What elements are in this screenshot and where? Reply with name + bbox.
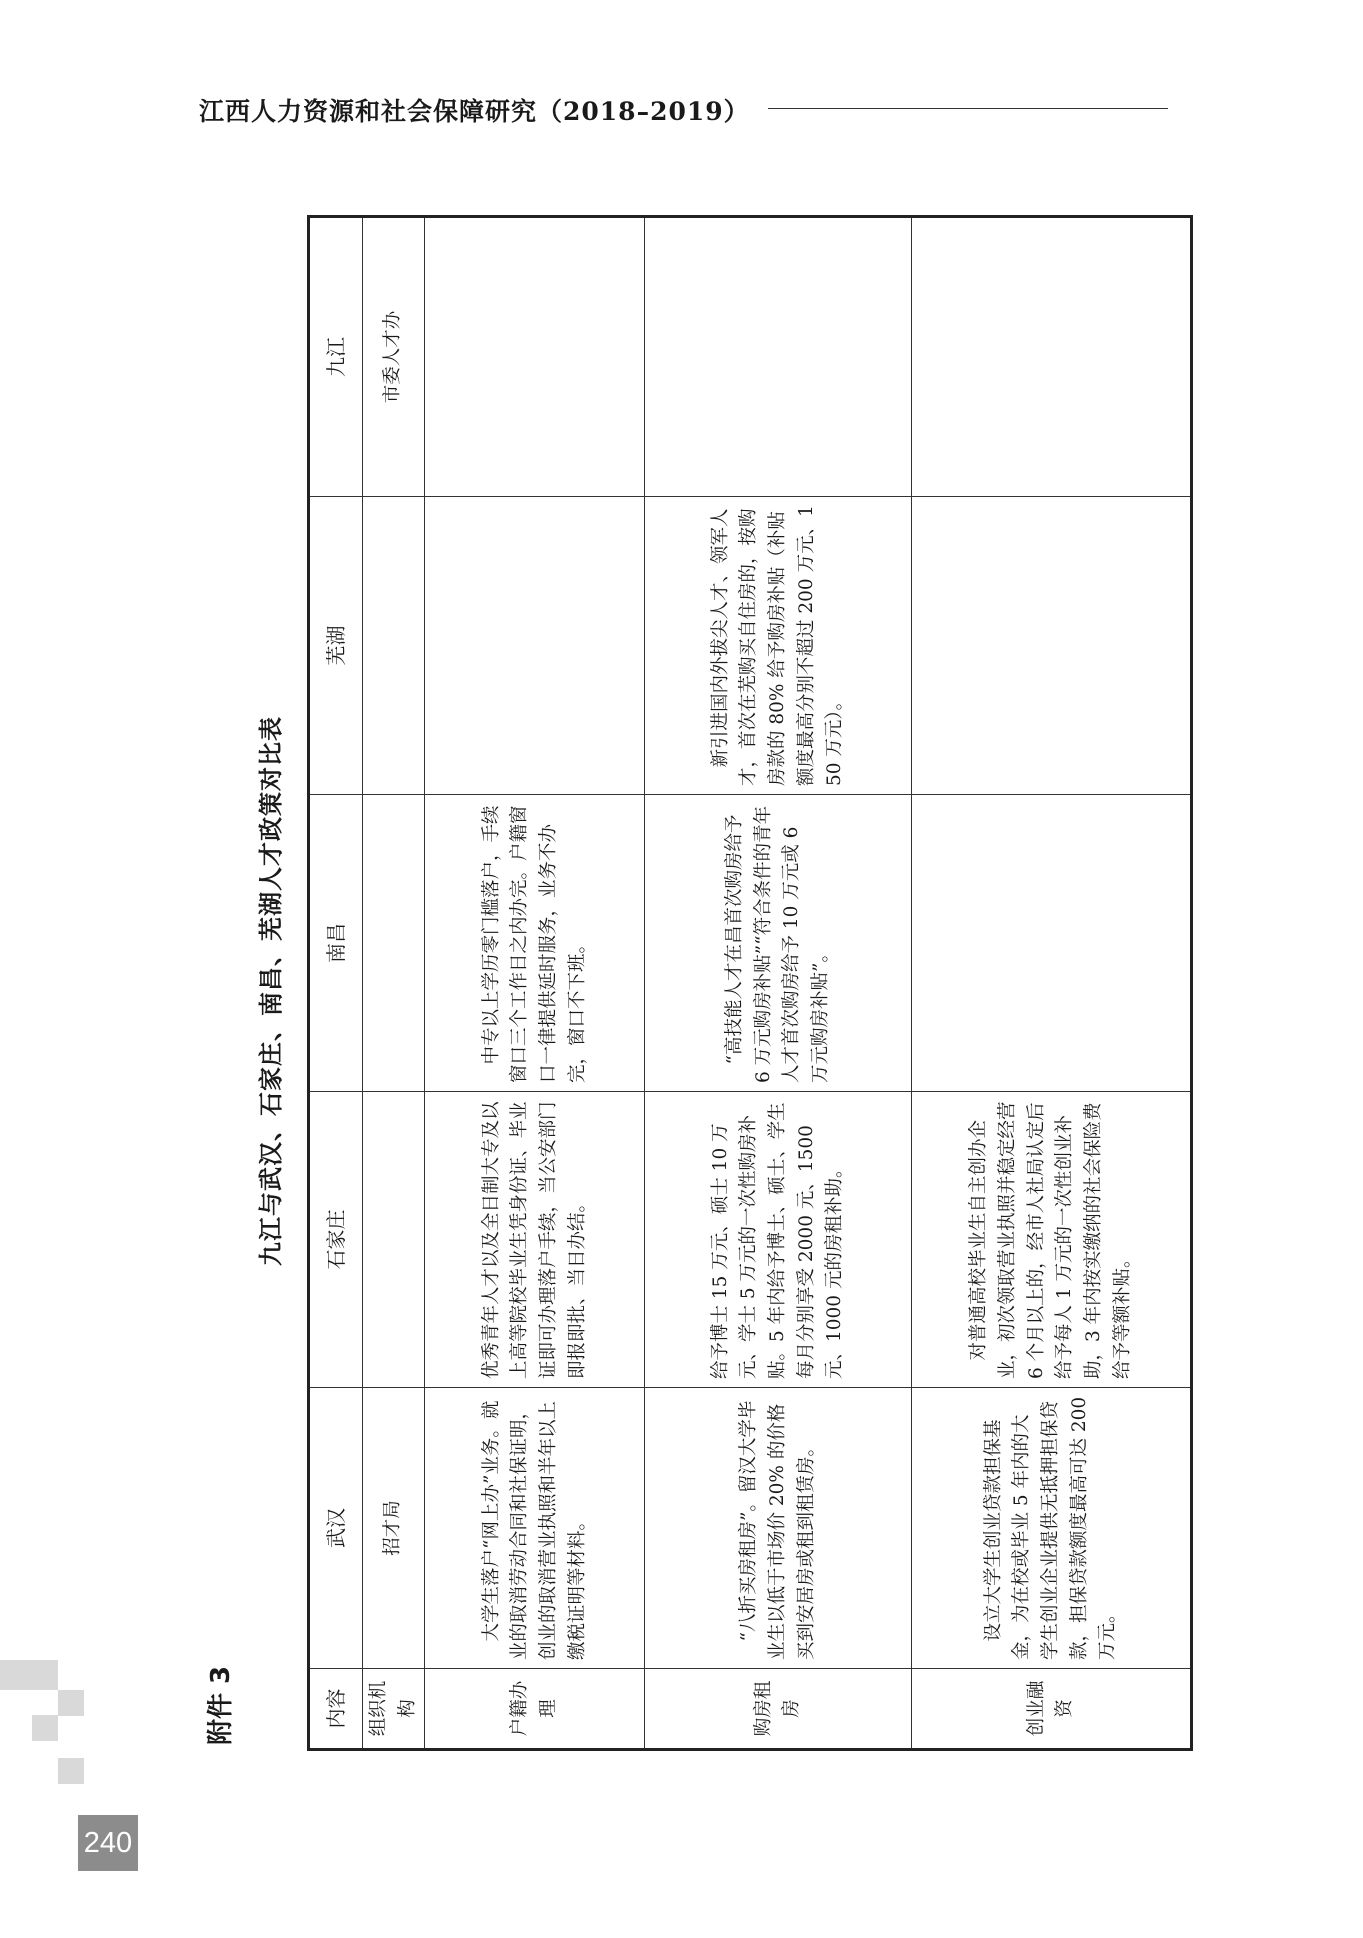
header-cell-content: 内容 bbox=[309, 1669, 363, 1750]
header-cell-wuhan: 武汉 bbox=[309, 1388, 363, 1669]
cell-shijiazhuang: 优秀青年人才以及全日制大专及以上高等院校毕业生凭身份证、毕业证即可办理落户手续，当公安部门即报即批、当日办结。 bbox=[425, 1092, 645, 1388]
cell-wuhan: “八折买房租房”。留汉大学毕业生以低于市场价 20% 的价格买到安居房或租到租赁房。 bbox=[645, 1388, 912, 1669]
cell-wuhu bbox=[363, 497, 425, 795]
decorative-block bbox=[58, 1758, 84, 1784]
table-row bbox=[645, 217, 912, 1750]
rotated-table-area bbox=[195, 217, 1133, 1765]
table-row-organization bbox=[363, 217, 425, 1750]
cell-jiujiang bbox=[425, 217, 645, 497]
cell-wuhan: 设立大学生创业贷款担保基金，为在校或毕业 5 年内的大学生创业企业提供无抵押担保贷款，担保贷款额度最高可达 200 万元。 bbox=[912, 1388, 1192, 1669]
running-header: 江西人力资源和社会保障研究（2018–2019） bbox=[199, 97, 750, 126]
cell-shijiazhuang: 给予博士 15 万元、硕士 10 万元、学士 5 万元的一次性购房补贴。5 年内给予博士、硕士、学生每月分别享受 2000 元、1500 元、1000 元的房租补助。 bbox=[645, 1092, 912, 1388]
cell-nanchang bbox=[363, 795, 425, 1092]
cell-nanchang: 中专以上学历零门槛落户，手续窗口三个工作日之内办完。户籍窗口一律提供延时服务，业务不办完，窗口不下班。 bbox=[425, 795, 645, 1092]
table-row bbox=[425, 217, 645, 1750]
row-label: 户籍办理 bbox=[425, 1669, 645, 1750]
row-label: 组织机构 bbox=[363, 1669, 425, 1750]
header-rule bbox=[768, 108, 1168, 109]
decorative-block bbox=[32, 1715, 58, 1741]
cell-nanchang: “高技能人才在昌首次购房给予 6 万元购房补贴”“符合条件的青年人才首次购房给予 10 万元或 6 万元购房补贴”。 bbox=[645, 795, 912, 1092]
cell-wuhu bbox=[912, 497, 1192, 795]
cell-jiujiang: 市委人才办 bbox=[363, 217, 425, 497]
cell-wuhan: 招才局 bbox=[363, 1388, 425, 1669]
table-row bbox=[912, 217, 1192, 1750]
header-cell-nanchang: 南昌 bbox=[309, 795, 363, 1092]
cell-nanchang bbox=[912, 795, 1192, 1092]
header-cell-jiujiang: 九江 bbox=[309, 217, 363, 497]
appendix-label: 附件 3 bbox=[206, 1665, 236, 1745]
header-cell-wuhu: 芜湖 bbox=[309, 497, 363, 795]
decorative-block bbox=[58, 1690, 84, 1716]
cell-wuhu bbox=[425, 497, 645, 795]
header-cell-shijiazhuang: 石家庄 bbox=[309, 1092, 363, 1388]
cell-wuhan: 大学生落户“网上办”业务。就业的取消劳动合同和社保证明，创业的取消营业执照和半年以上缴税证明等材料。 bbox=[425, 1388, 645, 1669]
cell-shijiazhuang bbox=[363, 1092, 425, 1388]
table-title: 九江与武汉、石家庄、南昌、芜湖人才政策对比表 bbox=[256, 716, 285, 1266]
page-number: 240 bbox=[78, 1815, 138, 1871]
cell-shijiazhuang: 对普通高校毕业生自主创办企业，初次领取营业执照并稳定经营 6 个月以上的，经市人社局认定后给予每人 1 万元的一次性创业补助，3 年内按实缴纳的社会保险费给予等额补贴。 bbox=[912, 1092, 1192, 1388]
table-header-row bbox=[309, 217, 363, 1750]
decorative-block bbox=[0, 1660, 58, 1690]
policy-comparison-table bbox=[307, 215, 1193, 1751]
row-label: 创业融资 bbox=[912, 1669, 1192, 1750]
row-label: 购房租房 bbox=[645, 1669, 912, 1750]
cell-jiujiang bbox=[912, 217, 1192, 497]
cell-wuhu: 新引进国内外拔尖人才、领军人才，首次在芜购买自住房的，按购房款的 80% 给予购房补贴（补贴额度最高分别不超过 200 万元、150 万元）。 bbox=[645, 497, 912, 795]
cell-jiujiang bbox=[645, 217, 912, 497]
